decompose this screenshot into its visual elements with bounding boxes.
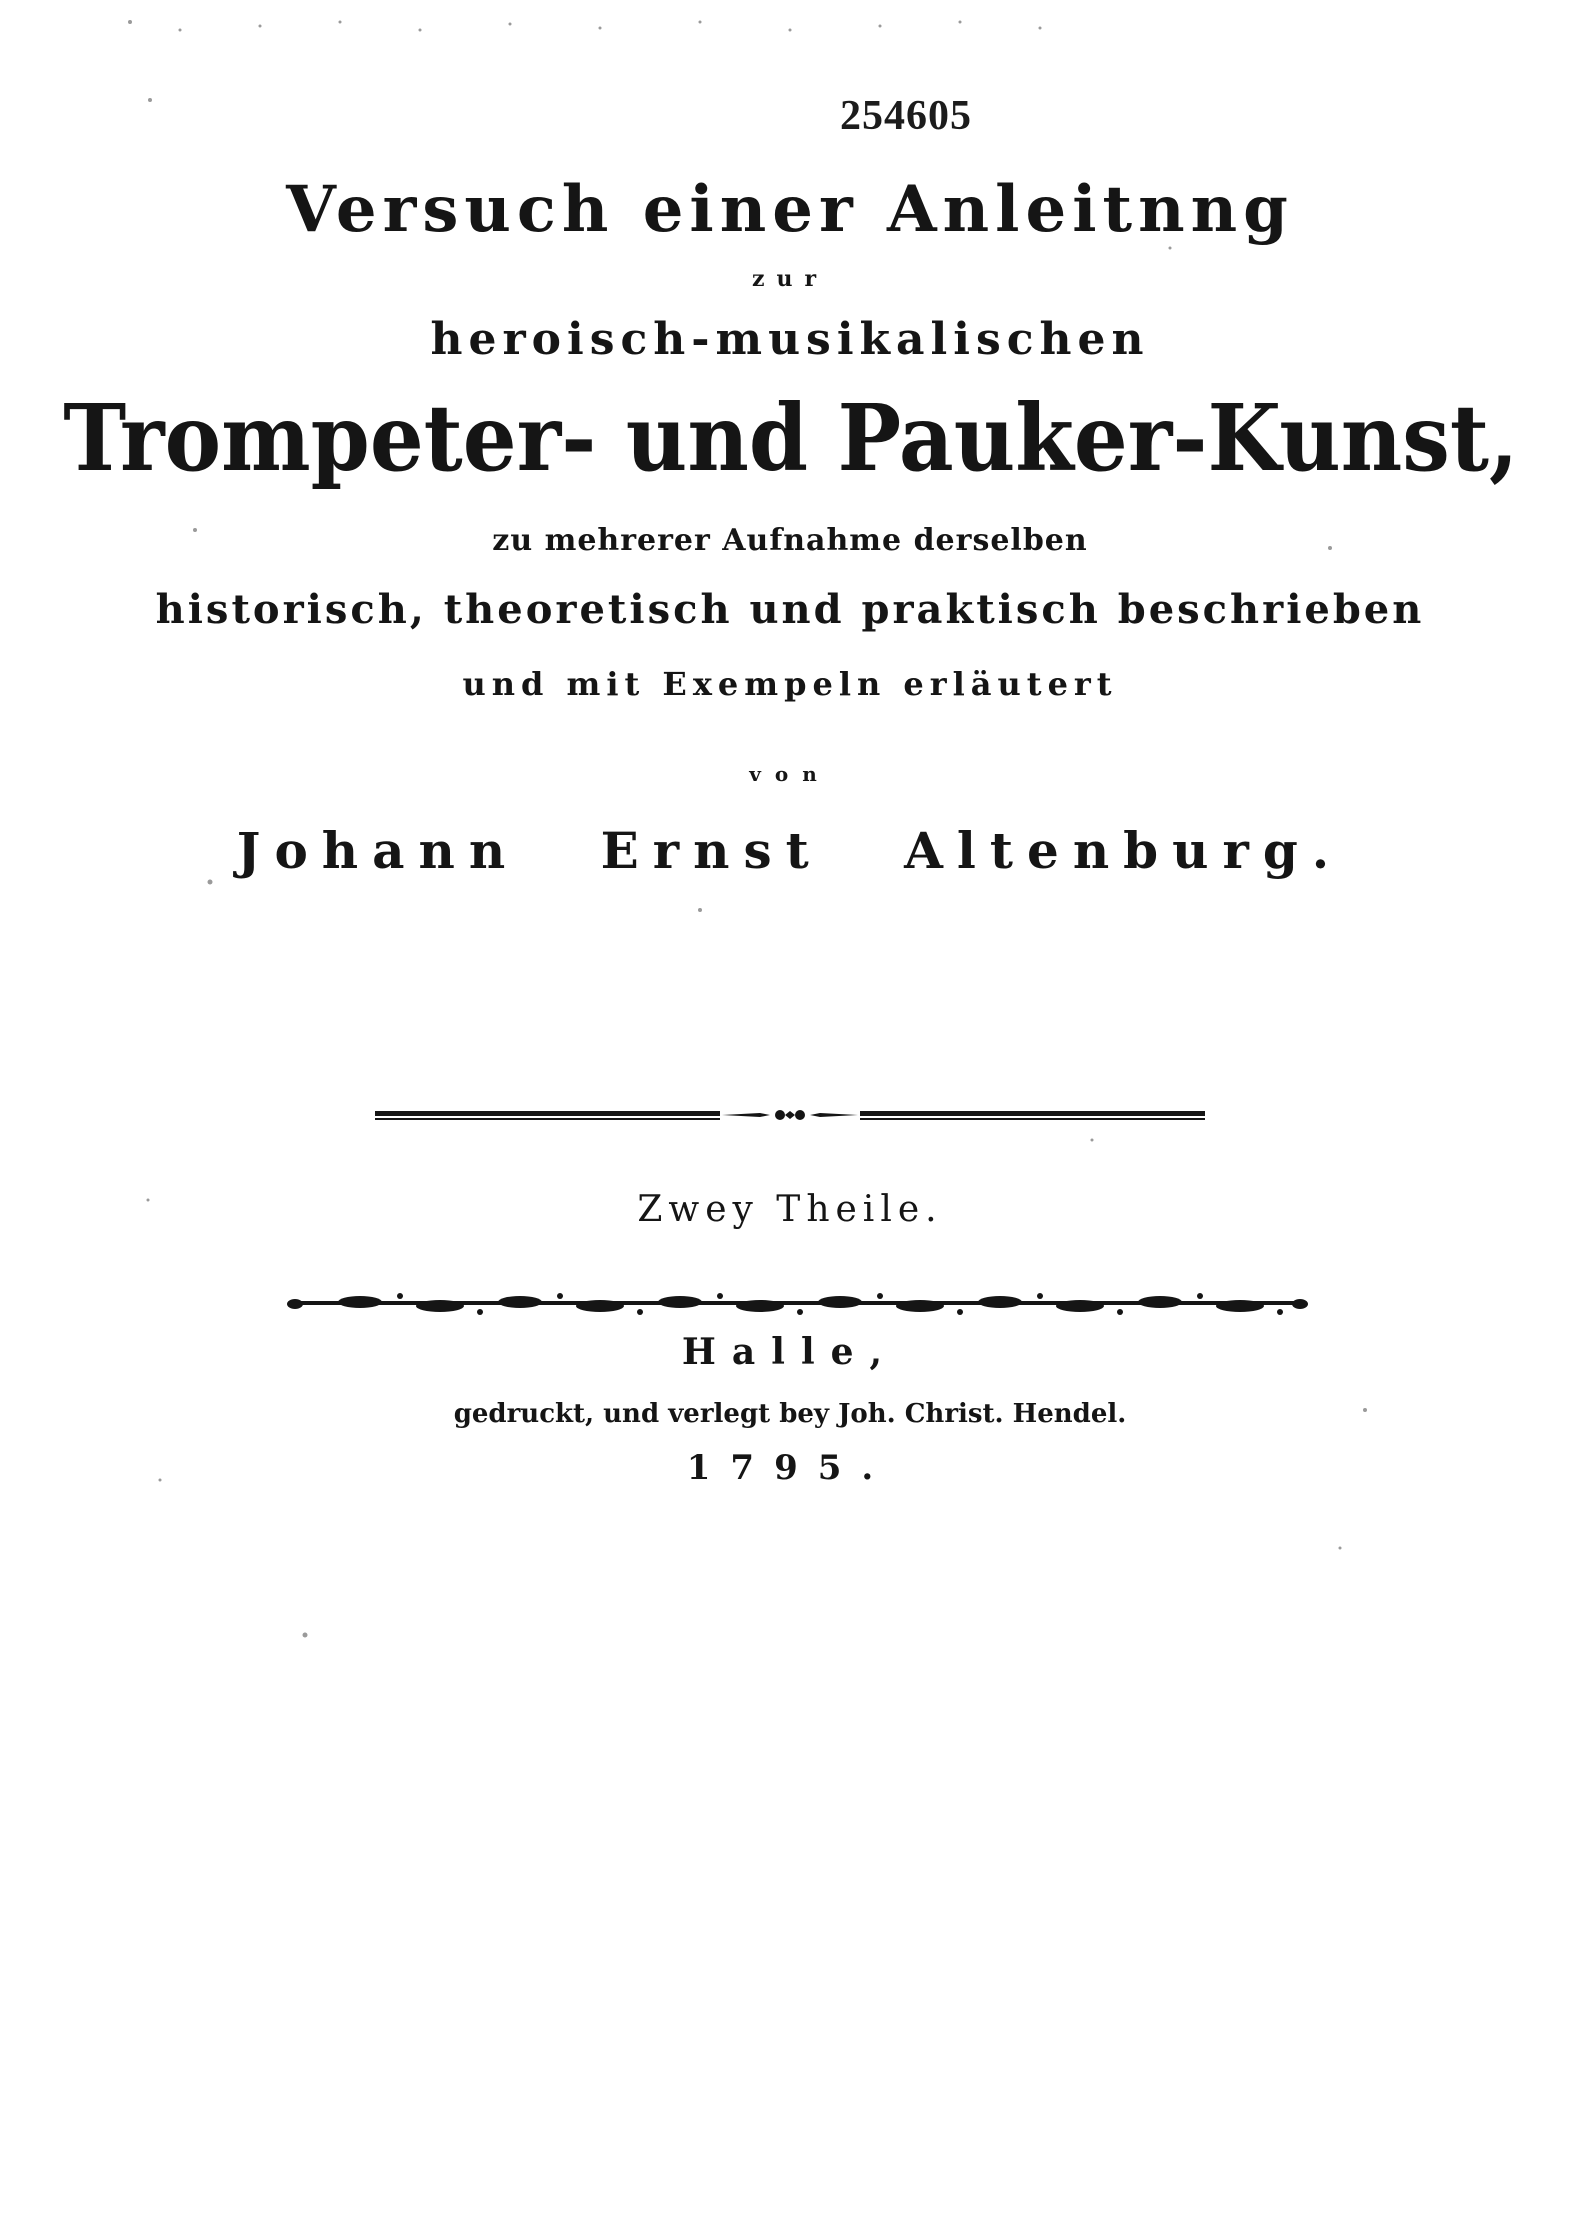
- subtitle-line-1: zu mehrerer Aufnahme derselben: [492, 523, 1088, 558]
- title-line-2: zur: [751, 266, 829, 292]
- catalog-number-stamp: 254605: [840, 93, 972, 139]
- imprint-year: 1795.: [686, 1448, 894, 1488]
- title-line-1: Versuch einer Anleitnng: [286, 172, 1294, 247]
- title-line-3: heroisch-musikalischen: [430, 314, 1150, 365]
- subtitle-line-2: historisch, theoretisch und praktisch beschrieben: [155, 586, 1425, 633]
- author-name: Johann Ernst Altenburg.: [236, 821, 1344, 880]
- byline-von: von: [749, 762, 831, 786]
- subtitle-line-3: und mit Exempeln erläutert: [462, 665, 1118, 703]
- imprint-publisher: gedruckt, und verlegt bey Joh. Christ. Hendel.: [453, 1399, 1127, 1429]
- double-rule-divider: [0, 1100, 1580, 1130]
- imprint-place: Halle,: [681, 1331, 899, 1373]
- parts-note: Zwey Theile.: [637, 1189, 943, 1230]
- ornamental-border: [0, 1290, 1580, 1318]
- title-line-4: Trompeter- und Pauker-Kunst,: [63, 384, 1519, 492]
